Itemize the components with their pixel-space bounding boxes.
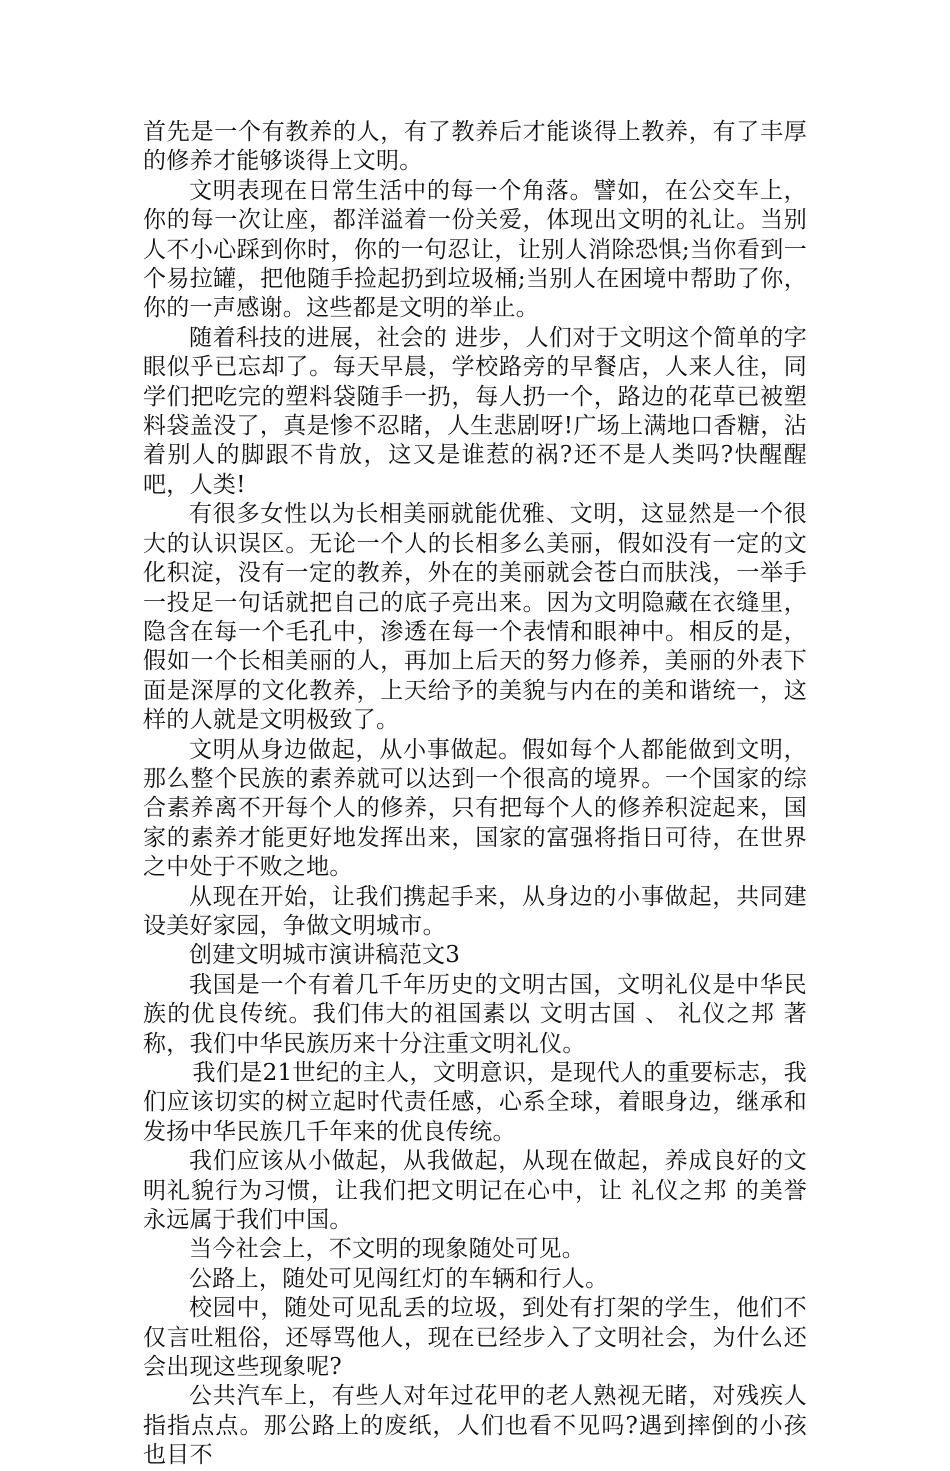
- paragraph-6: 从现在开始，让我们携起手来，从身边的小事做起，共同建设美好家园，争做文明城市。: [143, 883, 807, 939]
- paragraph-3: 随着科技的进展，社会的 进步，人们对于文明这个简单的字眼似乎已忘却了。每天早晨，学校路旁的早餐店，人来人往，同学们把吃完的塑料袋随手一扔，每人扔一个，路边的花草已被塑料袋盖没了，真是惨不忍睹，人生悲剧呀!广场上满地口香糖，沾着别人的脚跟不肯放，这又是谁惹的祸?还不是人类吗?快醒醒吧，人类!: [143, 324, 807, 498]
- paragraph-10: 当今社会上，不文明的现象随处可见。: [189, 1236, 586, 1263]
- document-page: [143, 118, 807, 1471]
- paragraph-13: 公共汽车上，有些人对年过花甲的老人熟视无睹，对残疾人指指点点。那公路上的废纸，人们也看不见吗?遇到摔倒的小孩也目不: [143, 1383, 807, 1469]
- paragraph-1: 首先是一个有教养的人，有了教养后才能谈得上教养，有了丰厚的修养才能够谈得上文明。: [143, 119, 807, 175]
- paragraph-12: 校园中，随处可见乱丢的垃圾，到处有打架的学生，他们不仅言吐粗俗，还辱骂他人，现在已经步入了文明社会，为什么还会出现这些现象呢?: [143, 1295, 807, 1381]
- paragraph-2: 文明表现在日常生活中的每一个角落。譬如，在公交车上，你的每一次让座，都洋溢着一份关爱，体现出文明的礼让。当别人不小心踩到你时，你的一句忍让，让别人消除恐惧;当你看到一个易拉罐，把他随手捡起扔到垃圾桶;当别人在困境中帮助了你，你的一声感谢。这些都是文明的举止。: [143, 177, 807, 322]
- paragraph-7: 我国是一个有着几千年历史的文明古国，文明礼仪是中华民族的优良传统。我们伟大的祖国素以 文明古国 、 礼仪之邦 著称，我们中华民族历来十分注重文明礼仪。: [143, 971, 807, 1057]
- paragraph-5: 文明从身边做起，从小事做起。假如每个人都能做到文明，那么整个民族的素养就可以达到一个很高的境界。一个国家的综合素养离不开每个人的修养，只有把每个人的修养积淀起来，国家的素养才能更好地发挥出来，国家的富强将指日可待，在世界之中处于不败之地。: [143, 736, 807, 881]
- paragraph-4: 有很多女性以为长相美丽就能优雅、文明，这显然是一个很大的认识误区。无论一个人的长相多么美丽，假如没有一定的文化积淀，没有一定的教养，外在的美丽就会苍白而肤浅，一举手一投足一句话就把自己的底子亮出来。因为文明隐藏在衣缝里，隐含在每一个毛孔中，渗透在每一个表情和眼神中。相反的是，假如一个长相美丽的人，再加上后天的努力修养，美丽的外表下面是深厚的文化教养，上天给予的美貌与内在的美和谐统一，这样的人就是文明极致了。: [143, 501, 807, 734]
- paragraph-8: 我们是21世纪的主人，文明意识，是现代人的重要标志，我们应该切实的树立起时代责任感，心系全球，着眼身边，继承和发扬中华民族几千年来的优良传统。: [143, 1060, 807, 1145]
- section-heading: 创建文明城市演讲稿范文3: [189, 942, 461, 969]
- paragraph-9: 我们应该从小做起，从我做起，从现在做起，养成良好的文明礼貌行为习惯，让我们把文明记在心中，让 礼仪之邦 的美誉永远属于我们中国。: [143, 1148, 807, 1234]
- paragraph-11: 公路上，随处可见闯红灯的车辆和行人。: [189, 1265, 609, 1292]
